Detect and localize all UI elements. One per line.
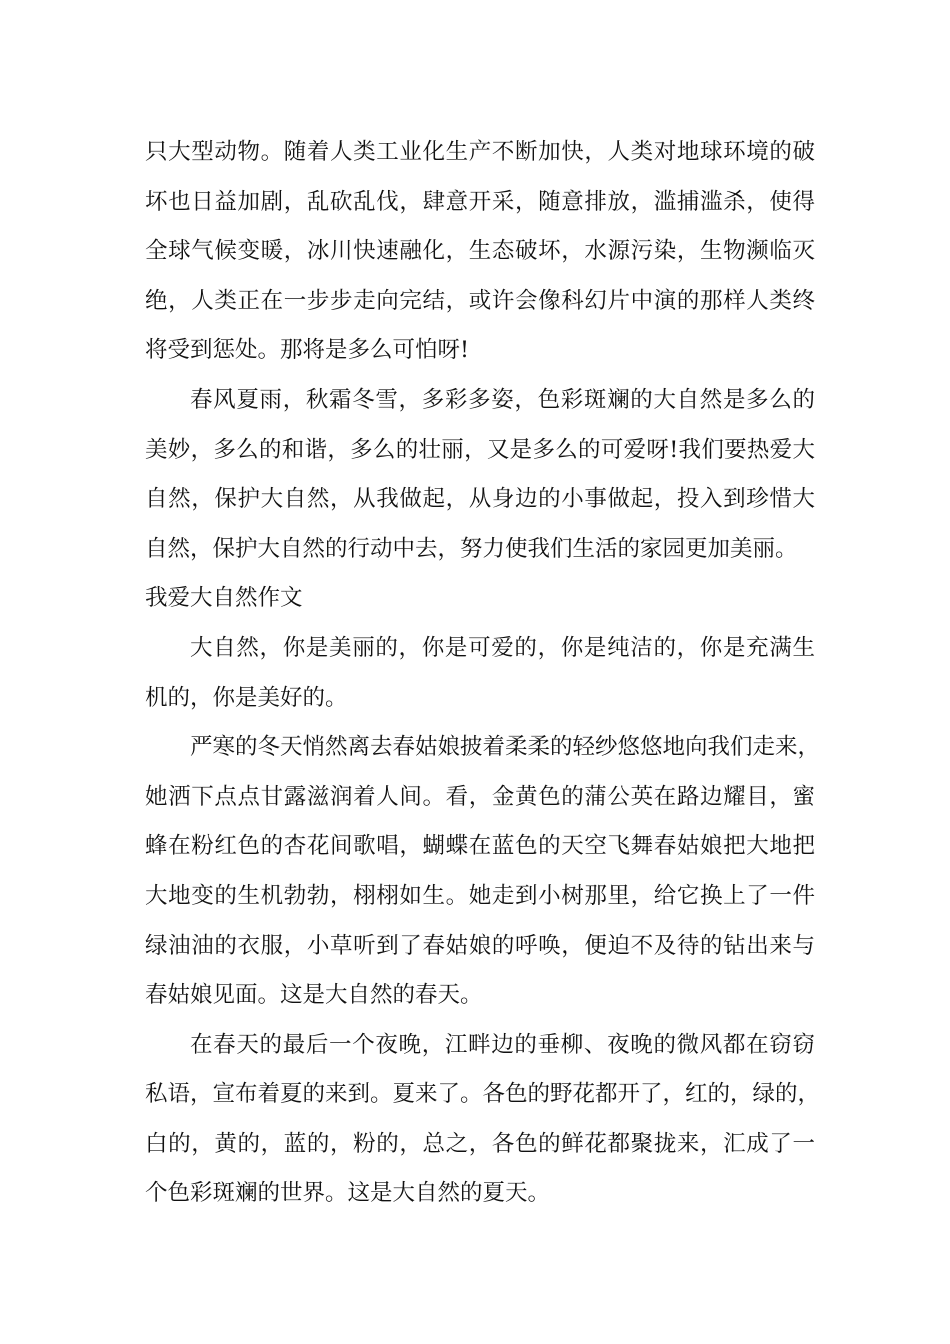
paragraph [145,376,815,574]
text-line: 大自然，你是美丽的，你是可爱的，你是纯洁的，你是充满生 [190,634,815,661]
document-body [145,128,821,1219]
paragraph [145,624,815,723]
text-line: 春风夏雨，秋霜冬雪，多彩多姿，色彩斑斓的大自然是多么的 [190,386,815,413]
text-line: 自然，保护大自然的行动中去，努力使我们生活的家园更加美丽。 [145,535,798,562]
text-line: 全球气候变暖，冰川快速融化，生态破坏，水源污染，生物濒临灭 [145,238,815,265]
text-line: 私语，宣布着夏的来到。夏来了。各色的野花都开了，红的，绿的， [145,1081,821,1108]
text-line: 美妙，多么的和谐，多么的壮丽，又是多么的可爱呀!我们要热爱大 [145,436,815,463]
text-line: 自然，保护大自然，从我做起，从身边的小事做起，投入到珍惜大 [145,486,815,513]
text-line: 春姑娘见面。这是大自然的春天。 [145,982,483,1009]
text-line: 我爱大自然作文 [145,585,303,612]
text-line: 将受到惩处。那将是多么可怕呀! [145,337,470,364]
text-line: 白的，黄的，蓝的，粉的，总之，各色的鲜花都聚拢来，汇成了一 [145,1130,815,1157]
text-line: 她洒下点点甘露滋润着人间。看，金黄色的蒲公英在路边耀目，蜜 [145,783,815,810]
text-line: 坏也日益加剧，乱砍乱伐，肆意开采，随意排放，滥捕滥杀，使得 [145,188,815,215]
text-line: 绝，人类正在一步步走向完结，或许会像科幻片中演的那样人类终 [145,287,815,314]
text-line: 只大型动物。随着人类工业化生产不断加快，人类对地球环境的破 [145,139,815,165]
text-line: 在春天的最后一个夜晚，江畔边的垂柳、夜晚的微风都在窃窃 [190,1031,815,1058]
essay-title [145,574,815,624]
text-line: 大地变的生机勃勃，栩栩如生。她走到小树那里，给它换上了一件 [145,882,815,909]
paragraph [145,1021,821,1219]
text-line: 严寒的冬天悄然离去春姑娘披着柔柔的轻纱悠悠地向我们走来， [190,734,821,761]
text-line: 个色彩斑斓的世界。这是大自然的夏天。 [145,1180,551,1207]
paragraph [145,128,815,376]
text-line: 蜂在粉红色的杏花间歌唱，蝴蝶在蓝色的天空飞舞春姑娘把大地把 [145,833,815,860]
text-line: 绿油油的衣服，小草听到了春姑娘的呼唤，便迫不及待的钻出来与 [145,932,815,959]
text-line: 机的，你是美好的。 [145,684,348,711]
paragraph [145,723,821,1021]
